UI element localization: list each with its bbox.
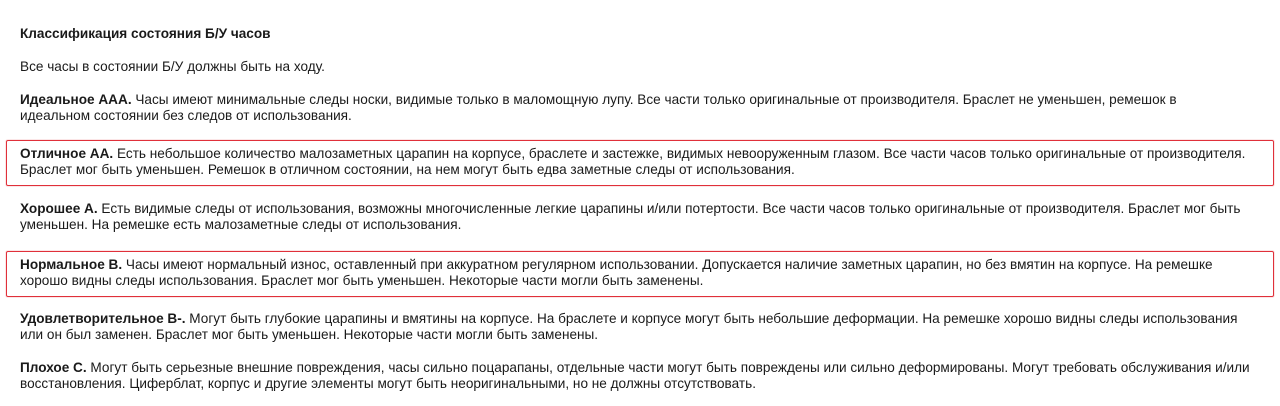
- grade-description: Есть небольшое количество малозаметных царапин на корпусе, браслете и застежке, видимых невооруженным глазом. Все части часов только оригинальные от производителя. Браслет мог быть уменьшен. Ремешок в отличном состоянии, на нем могут быть едва заметные следы от использования.: [20, 146, 1246, 177]
- grade-description: Могут быть глубокие царапины и вмятины на корпусе. На браслете и корпусе могут быть небольшие деформации. На ремешке хорошо видны следы использования или он был заменен. Браслет мог быть уменьшен. Некоторые части могли быть заменены.: [20, 311, 1238, 342]
- grade-name: Отличное АА.: [20, 146, 114, 161]
- grade-description: Есть видимые следы от использования, возможны многочисленные легкие царапины и/или потертости. Все части часов только оригинальные от производителя. Браслет мог быть уменьшен. На ремешке есть малозаметные следы от использования.: [20, 201, 1241, 232]
- grade-name: Идеальное ААА.: [20, 92, 132, 107]
- grade-description: Часы имеют нормальный износ, оставленный при аккуратном регулярном использовании. Допускается наличие заметных царапин, но без вмятин на корпусе. На ремешке хорошо видны следы использования. Браслет мог быть уменьшен. Некоторые части могли быть заменены.: [20, 257, 1213, 288]
- grade-name: Плохое С.: [20, 360, 87, 375]
- grade-name: Удовлетворительное В-.: [20, 311, 186, 326]
- grade-name: Хорошее А.: [20, 201, 98, 216]
- grade-description: Могут быть серьезные внешние повреждения, часы сильно поцарапаны, отдельные части могут быть повреждены или сильно деформированы. Могут требовать обслуживания и/или восстановления. Циферблат, корпус и другие элементы могут быть неоригинальными, но не должны отсутствовать.: [20, 360, 1250, 391]
- grade-normal-b: [20, 257, 1250, 289]
- grade-name: Нормальное В.: [20, 257, 123, 272]
- grade-satisfactory-b-minus: [20, 311, 1250, 343]
- grade-ideal-aaa: [20, 92, 1250, 124]
- grade-good-a: [20, 201, 1250, 233]
- document-body: [20, 26, 1260, 392]
- grade-description: Часы имеют минимальные следы носки, видимые только в маломощную лупу. Все части только оригинальные от производителя. Браслет не уменьшен, ремешок в идеальном состоянии без следов от использования.: [20, 92, 1177, 123]
- page-title: Классификация состояния Б/У часов: [20, 26, 271, 41]
- grade-excellent-aa: [20, 146, 1250, 178]
- intro-text: Все часы в состоянии Б/У должны быть на ходу.: [20, 59, 325, 74]
- grade-poor-c: [20, 360, 1250, 392]
